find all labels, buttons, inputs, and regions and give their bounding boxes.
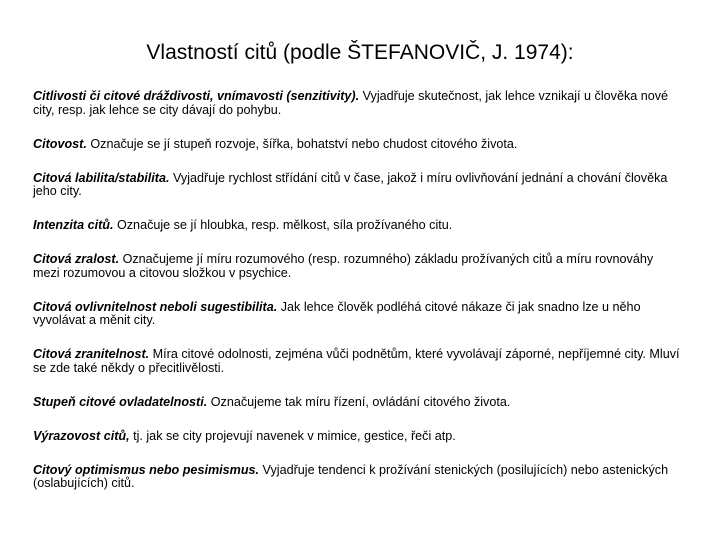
list-item	[33, 396, 683, 410]
item-term: Výrazovost citů,	[33, 428, 130, 443]
list-item	[33, 253, 683, 280]
item-text: tj. jak se city projevují navenek v mimice, gestice, řeči atp.	[129, 428, 456, 443]
item-term: Citový optimismus nebo pesimismus.	[33, 462, 260, 477]
item-text: Vyjadřuje skutečnost, jak lehce vznikají u člověka nové city, resp. jak lehce se city dávají do pohybu.	[33, 89, 669, 117]
item-term: Citovost.	[33, 136, 87, 151]
item-text: Jak lehce člověk podléhá citové nákaze či jak snadno lze u něho vyvolávat a měnit city.	[33, 299, 641, 327]
item-text: Označujeme tak míru řízení, ovládání citového života.	[207, 394, 511, 409]
list-item	[33, 172, 683, 199]
page-title: Vlastností citů (podle ŠTEFANOVIČ, J. 1974):	[146, 41, 574, 65]
property-list	[33, 90, 683, 511]
item-term: Citová ovlivnitelnost neboli sugestibilita.	[33, 299, 278, 314]
item-text: Vyjadřuje rychlost střídání citů v čase, jakož i míru ovlivňování jednání a chování člověka jeho city.	[33, 170, 668, 198]
item-term: Citová labilita/stabilita.	[33, 170, 170, 185]
list-item	[33, 430, 683, 444]
list-item	[33, 219, 683, 233]
list-item	[33, 90, 683, 117]
item-term: Stupeň citové ovladatelnosti.	[33, 394, 208, 409]
item-term: Citová zralost.	[33, 252, 120, 266]
list-item	[33, 301, 683, 328]
list-item	[33, 464, 683, 491]
item-text: Označuje se jí hloubka, resp. mělkost, síla prožívaného citu.	[113, 218, 453, 232]
item-text: Označujeme jí míru rozumového (resp. rozumného) základu prožívaných citů a míru rovnováhy mezi rozumovou a citovou složkou v psychice.	[33, 252, 654, 280]
item-text: Označuje se jí stupeň rozvoje, šířka, bohatství nebo chudost citového života.	[86, 136, 518, 151]
list-item	[33, 348, 683, 375]
item-text: Vyjadřuje tendenci k prožívání stenických (posilujících) nebo astenických (oslabujících) citů.	[33, 462, 669, 490]
item-term: Citová zranitelnost.	[33, 347, 150, 361]
list-item	[33, 138, 683, 152]
item-text: Míra citové odolnosti, zejména vůči podnětům, které vyvolávají záporné, nepříjemné city. Mluví se zde také někdy o přecitlivělosti.	[33, 347, 680, 375]
item-term: Citlivosti či citové dráždivosti, vnímavosti (senzitivity).	[33, 89, 360, 103]
item-term: Intenzita citů.	[33, 218, 114, 232]
